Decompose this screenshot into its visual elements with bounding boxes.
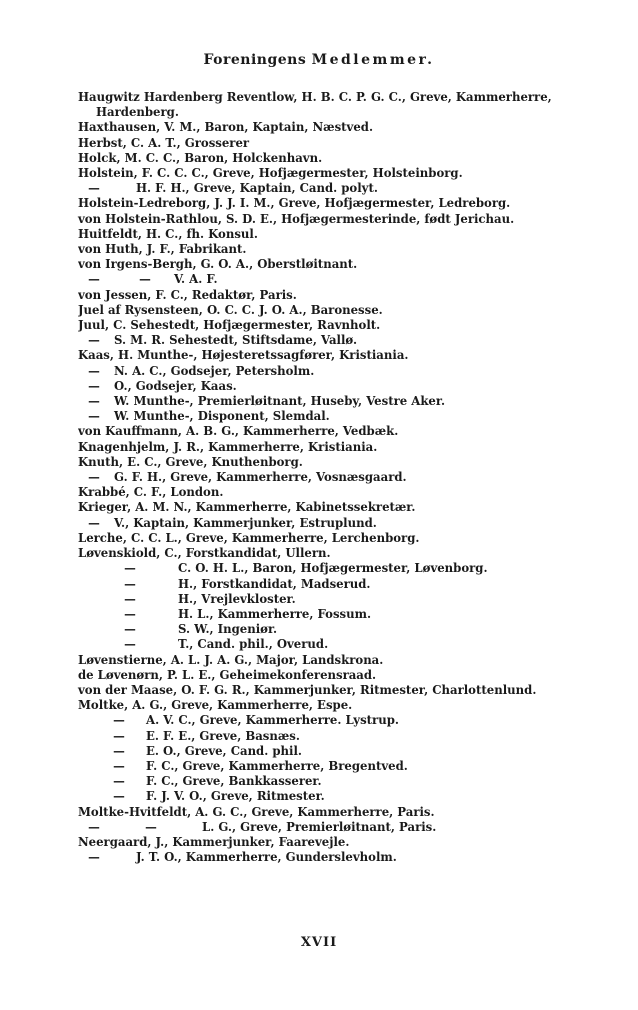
ditto-dash: — [124,561,136,576]
page-number: XVII [300,935,338,950]
member-entry: von Kauffmann, A. B. G., Kammerherre, Vedbæk. [78,424,399,439]
ditto-dash: — [145,819,157,834]
ditto-dash: — [88,333,100,348]
member-entry-continued: — S. M. R. Sehestedt, Stiftsdame, Vallø. [78,333,572,348]
member-entry: Herbst, C. A. T., Grosserer [78,135,250,150]
member-entry: von Irgens-Bergh, G. O. A., Oberstløitnant. [78,257,358,272]
ditto-dash: — [88,272,100,287]
ditto-dash: — [124,591,136,606]
member-entry-continued: — — L. G., Greve, Premierløitnant, Paris. [78,820,572,835]
member-entry-continued: — H., Vrejlevkloster. [78,592,572,607]
ditto-dash: — [139,272,151,287]
member-entry: Haugwitz Hardenberg Reventlow, H. B. C. P. G. C., Greve, Kammerherre, Hardenberg. [78,90,552,120]
member-entry-continued: — H. F. H., Greve, Kaptain, Cand. polyt. [78,181,572,196]
member-entry: von der Maase, O. F. G. R., Kammerjunker, Ritmester, Charlottenlund. [78,682,537,697]
ditto-dash: — [113,728,125,743]
member-entry-continued: — O., Godsejer, Kaas. [78,379,572,394]
ditto-dash: — [124,622,136,637]
ditto-dash: — [113,789,125,804]
member-entry-continued: — G. F. H., Greve, Kammerherre, Vosnæsgaard. [78,470,572,485]
member-entry: Knagenhjelm, J. R., Kammerherre, Kristiania. [78,439,378,454]
ditto-dash: — [113,743,125,758]
member-entry: Juel af Rysensteen, O. C. C. J. O. A., Baronesse. [78,302,383,317]
member-entry-continued: — F. J. V. O., Greve, Ritmester. [78,789,572,804]
member-entry: Huitfeldt, H. C., fh. Konsul. [78,226,258,241]
member-entry: von Holstein-Rathlou, S. D. E., Hofjægermesterinde, født Jerichau. [78,211,515,226]
member-entry-continued: — E. O., Greve, Cand. phil. [78,744,572,759]
member-entry-continued: — — V. A. F. [78,272,572,287]
ditto-dash: — [88,819,100,834]
ditto-dash: — [124,637,136,652]
member-entry: Moltke, A. G., Greve, Kammerherre, Espe. [78,698,353,713]
ditto-dash: — [113,713,125,728]
ditto-dash: — [88,515,100,530]
ditto-dash: — [124,606,136,621]
member-entry: Holck, M. C. C., Baron, Holckenhavn. [78,150,323,165]
member-entry-continued: — V., Kaptain, Kammerjunker, Estruplund. [78,516,572,531]
member-entry-continued: — H. L., Kammerherre, Fossum. [78,607,572,622]
member-entry: Løvenskiold, C., Forstkandidat, Ullern. [78,546,331,561]
member-entry: Moltke-Hvitfeldt, A. G. C., Greve, Kammerherre, Paris. [78,804,435,819]
member-entry-continued: — W. Munthe-, Premierløitnant, Huseby, Vestre Aker. [78,394,572,409]
member-entry-continued: — W. Munthe-, Disponent, Slemdal. [78,409,572,424]
ditto-dash: — [88,363,100,378]
ditto-dash: — [88,850,100,865]
member-entry: Krabbé, C. F., London. [78,485,224,500]
ditto-dash: — [113,774,125,789]
member-entry-continued: — T., Cand. phil., Overud. [78,637,572,652]
member-entry-continued: — F. C., Greve, Kammerherre, Bregentved. [78,759,572,774]
member-entry-continued: — E. F. E., Greve, Basnæs. [78,729,572,744]
member-entry-continued: — F. C., Greve, Bankkasserer. [78,774,572,789]
member-entry: Haxthausen, V. M., Baron, Kaptain, Næstved. [78,120,374,135]
member-entry: Løvenstierne, A. L. J. A. G., Major, Landskrona. [78,652,384,667]
ditto-dash: — [88,409,100,424]
ditto-dash: — [88,181,100,196]
member-entry: Neergaard, J., Kammerjunker, Faarevejle. [78,834,350,849]
member-list [78,90,572,865]
member-entry-continued: — J. T. O., Kammerherre, Gunderslevholm. [78,850,572,865]
member-entry-continued: — N. A. C., Godsejer, Petersholm. [78,364,572,379]
header-word-1: Foreningens [203,52,307,68]
ditto-dash: — [88,394,100,409]
ditto-dash: — [124,576,136,591]
member-entry: von Jessen, F. C., Redaktør, Paris. [78,287,297,302]
member-entry: Kaas, H. Munthe-, Højesteretssagfører, Kristiania. [78,348,409,363]
member-entry-continued: — H., Forstkandidat, Madserud. [78,577,572,592]
member-entry-continued: — C. O. H. L., Baron, Hofjægermester, Løvenborg. [78,561,572,576]
member-entry-continued: — S. W., Ingeniør. [78,622,572,637]
member-entry: Juul, C. Sehestedt, Hofjægermester, Ravnholt. [78,318,381,333]
page-header [0,52,638,68]
member-entry-continued: — A. V. C., Greve, Kammerherre. Lystrup. [78,713,572,728]
member-entry: de Løvenørn, P. L. E., Geheimekonferensraad. [78,667,377,682]
header-word-2: Medlemmer. [311,52,435,68]
member-entry: Holstein-Ledreborg, J. J. I. M., Greve, Hofjægermester, Ledreborg. [78,196,511,211]
ditto-dash: — [88,470,100,485]
ditto-dash: — [113,758,125,773]
member-entry: Lerche, C. C. L., Greve, Kammerherre, Lerchenborg. [78,530,420,545]
member-entry: Knuth, E. C., Greve, Knuthenborg. [78,454,303,469]
member-entry: von Huth, J. F., Fabrikant. [78,242,247,257]
member-entry: Holstein, F. C. C. C., Greve, Hofjægermester, Holsteinborg. [78,166,463,181]
member-entry: Krieger, A. M. N., Kammerherre, Kabinetssekretær. [78,500,416,515]
ditto-dash: — [88,378,100,393]
